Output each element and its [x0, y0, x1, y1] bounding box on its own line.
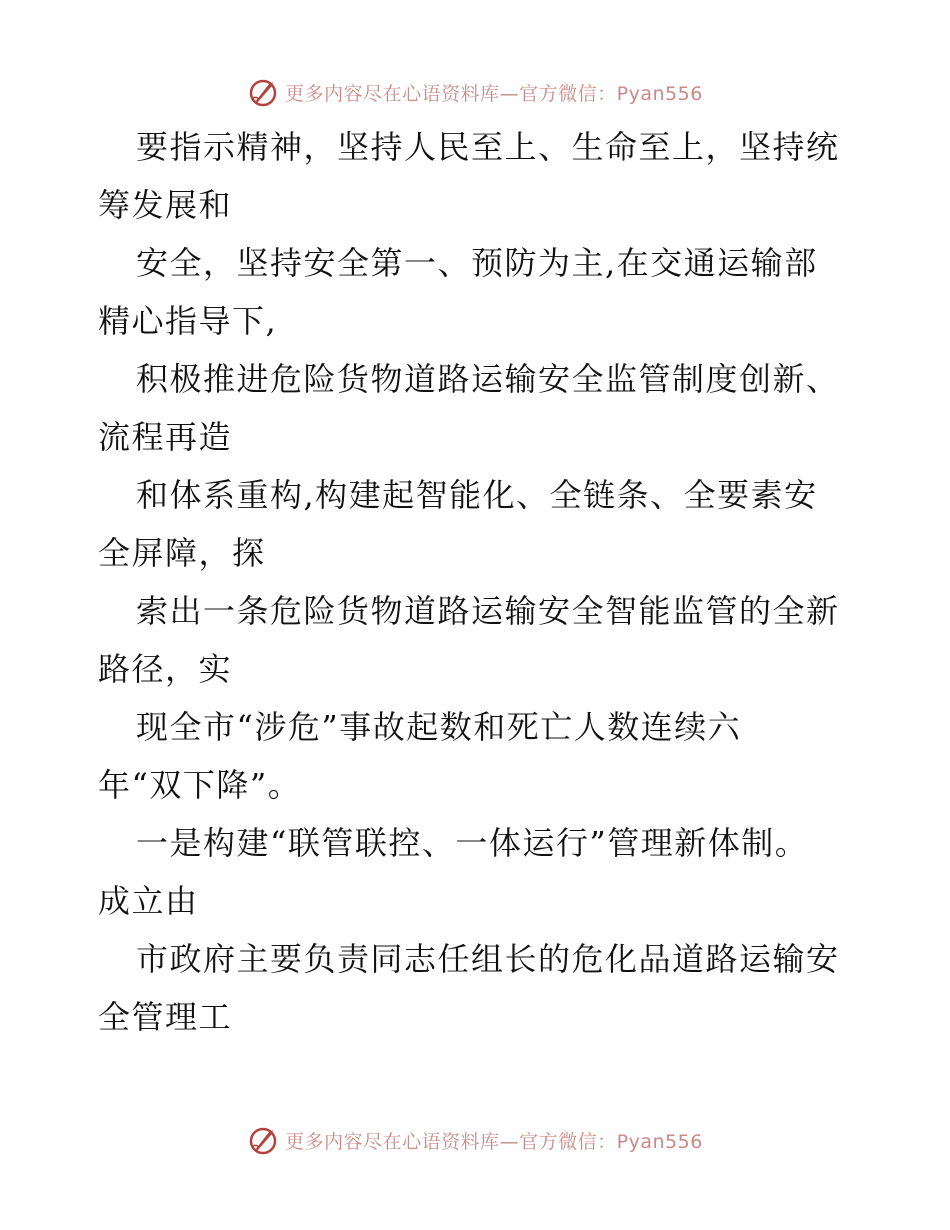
document-body: [98, 118, 858, 1046]
text-line: 安全，坚持安全第一、预防为主,在交通运输部: [136, 244, 818, 282]
text-line: 积极推进危险货物道路运输安全监管制度创新、: [136, 360, 840, 398]
text-line: 现全市“涉危”事故起数和死亡人数连续六: [136, 708, 742, 746]
text-line: 全屏障，探: [98, 534, 266, 572]
text-line: 要指示精神，坚持人民至上、生命至上，坚持统: [136, 128, 840, 166]
quill-pen-logo-icon: [247, 1124, 279, 1156]
text-line: 路径，实: [98, 650, 233, 688]
quill-pen-logo-icon: [247, 76, 279, 108]
text-line: 和体系重构,构建起智能化、全链条、全要素安: [136, 476, 818, 514]
text-line: 流程再造: [98, 418, 233, 456]
text-line: 索出一条危险货物道路运输安全智能监管的全新: [136, 592, 840, 630]
text-line: 一是构建“联管联控、一体运行”管理新体制。: [136, 824, 809, 862]
watermark-text: 更多内容尽在心语资料库—官方微信：Pyan556: [285, 1130, 703, 1153]
text-line: 全管理工: [98, 998, 233, 1036]
text-line: 年“双下降”。: [98, 766, 302, 804]
text-line: 成立由: [98, 882, 199, 920]
header-watermark: [0, 72, 950, 112]
text-line: 市政府主要负责同志任组长的危化品道路运输安: [136, 940, 840, 978]
text-line: 精心指导下,: [98, 302, 278, 340]
footer-watermark: [0, 1120, 950, 1160]
watermark-text: 更多内容尽在心语资料库—官方微信：Pyan556: [285, 82, 703, 105]
text-line: 筹发展和: [98, 186, 233, 224]
